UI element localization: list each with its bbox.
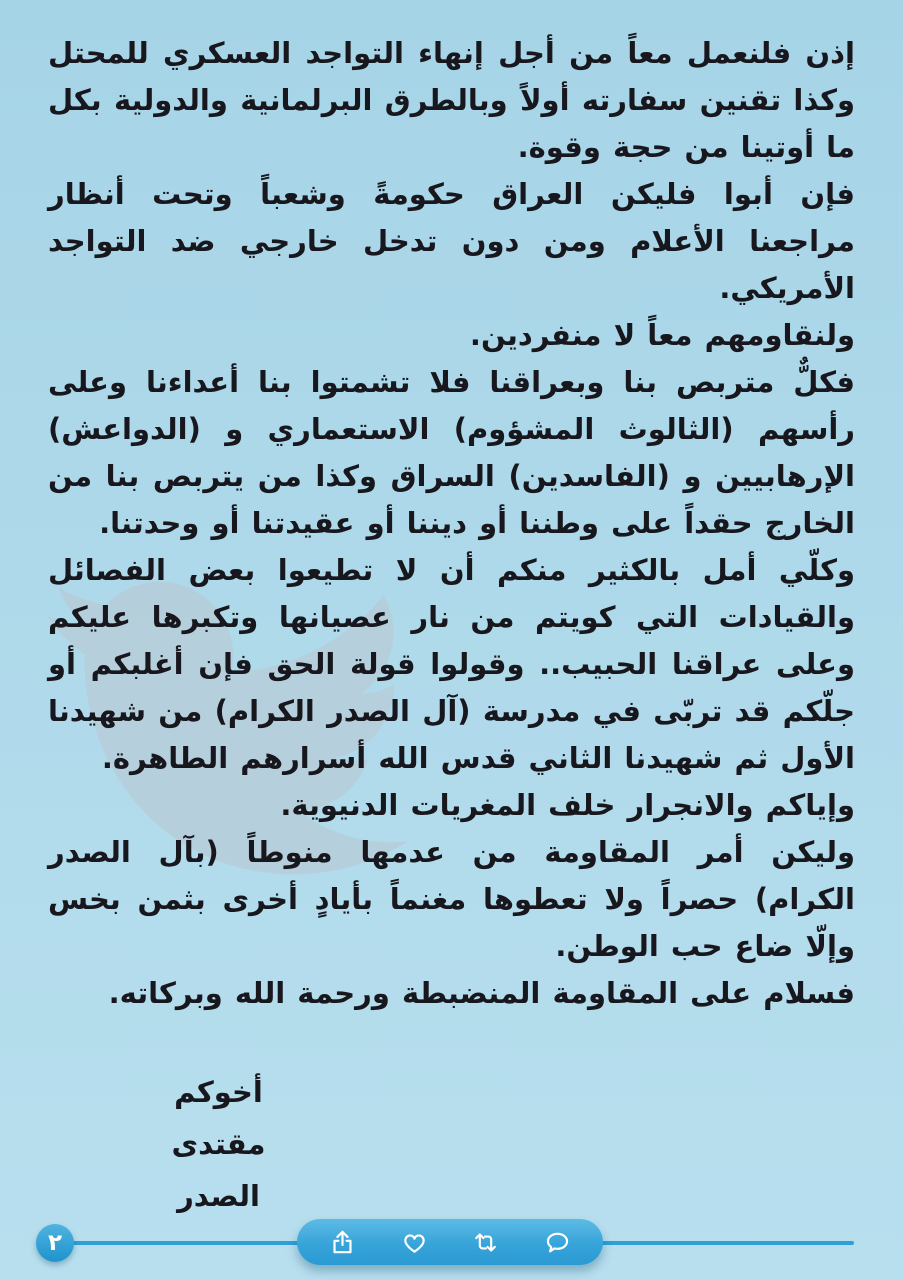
signature-block	[126, 1066, 311, 1222]
speech-bubble-icon	[543, 1228, 572, 1257]
signature-line-2: مقتدى الصدر	[171, 1127, 266, 1213]
retweet-icon	[471, 1228, 500, 1257]
letter-paragraph: وكلّي أمل بالكثير منكم أن لا تطيعوا بعض الفصائل والقيادات التي كويتم من نار عصيانها وتكبرها عليكم وعلى عراقنا الحبيب.. وقولوا قولة الحق فإن أغلبكم أو جلّكم قد تربّى في مدرسة (آل الصدر الكرام) من شهيدنا الأول ثم شهيدنا الثاني قدس الله أسرارهم الطاهرة.	[48, 553, 855, 775]
share-icon	[328, 1228, 357, 1257]
footer-action-bar	[0, 1214, 903, 1280]
retweet-button[interactable]	[469, 1225, 503, 1259]
share-button[interactable]	[326, 1225, 360, 1259]
page-number-badge	[36, 1224, 74, 1262]
letter-paragraph: إذن فلنعمل معاً من أجل إنهاء التواجد العسكري للمحتل وكذا تقنين سفارته أولاً وبالطرق البرلمانية والدولية بكل ما أوتينا من حجة وقوة.	[48, 36, 855, 164]
letter-paragraph: فإن أبوا فليكن العراق حكومةً وشعباً وتحت أنظار مراجعنا الأعلام ومن دون تدخل خارجي ضد التواجد الأمريكي.	[48, 177, 855, 305]
letter-paragraph: فكلٌّ متربص بنا وبعراقنا فلا تشمتوا بنا أعداءنا وعلى رأسهم (الثالوث المشؤوم) الاستعماري و (الدواعش) الإرهابيين و (الفاسدين) السراق وكذا من يتربص بنا من الخارج حقداً على وطننا أو ديننا أو عقيدتنا أو وحدتنا.	[48, 365, 855, 540]
heart-icon	[400, 1228, 429, 1257]
like-button[interactable]	[397, 1225, 431, 1259]
letter-paragraph: وليكن أمر المقاومة من عدمها منوطاً (بآل الصدر الكرام) حصراً ولا تعطوها مغنماً بأيادٍ أخرى بثمن بخس وإلّا ضاع حب الوطن.	[48, 835, 855, 963]
action-pill	[297, 1219, 603, 1265]
signature-line-1: أخوكم	[174, 1075, 263, 1109]
reply-button[interactable]	[540, 1225, 574, 1259]
letter-paragraph: ولنقاومهم معاً لا منفردين.	[469, 318, 855, 352]
letter-body	[48, 30, 855, 1017]
page-number: ٢	[47, 1230, 63, 1256]
letter-paragraph: فسلام على المقاومة المنضبطة ورحمة الله وبركاته.	[108, 976, 855, 1010]
letter-paragraph: وإياكم والانجرار خلف المغريات الدنيوية.	[280, 788, 855, 822]
